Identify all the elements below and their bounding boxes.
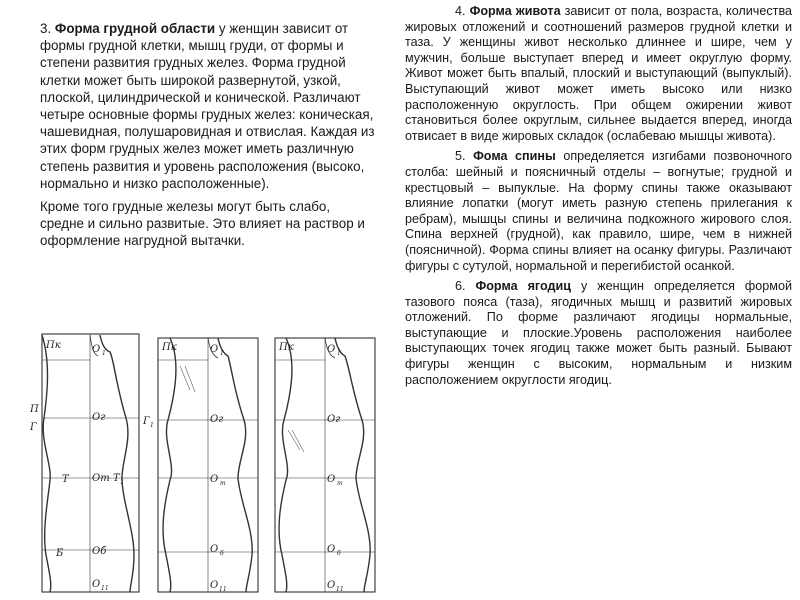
label-ot-sub-3: т	[337, 480, 343, 487]
silhouette-drawing	[30, 330, 385, 595]
paragraph-breast-shape	[40, 20, 375, 192]
label-g1-sub: 1	[150, 422, 154, 429]
p5-text: определяется изгибами позвоночного столба: шейный и поясничный отделы – вогнутые; грудной и крестцовый – выпуклые. На форму спины также оказывают влияние лопатки (могут иметь разную степень прилегания к ребрам), мышцы спины и величина подкожного жирового слоя. Спина верхней (грудной), как правило, шире, чем в нижней (поясничной). Форма спины влияет на осанку фигуры. Различают фигуры с сутулой, нормальной и перегибистой осанкой.	[405, 149, 792, 273]
paragraph-breast-development: Кроме того грудные железы могут быть слабо, средне и сильно развитые. Это влияет на раствор и оформление нагрудной вытачки.	[40, 199, 365, 249]
label-on-sub-3: 11	[336, 586, 344, 593]
p6-text: у женщин определяется формой тазового пояса (таза), ягодичных мышц и развитий жировых отложений. По форме различают ягодицы нормальные, выступающие и плоские.Уровень расположения наиболее выступающих точек ягодиц также может быть разный. Бывают фигуры женщин с высоким, нормальным и низким расположением округлости ягодиц.	[405, 279, 792, 387]
label-g: Г	[30, 422, 37, 433]
p1-heading: Форма грудной области	[54, 21, 216, 36]
figure-silhouettes	[30, 330, 385, 595]
label-o1-sub-3: 1	[337, 350, 341, 357]
label-ot-3: О	[327, 474, 336, 485]
label-on-3: О	[327, 580, 336, 591]
label-p: П	[30, 404, 39, 415]
label-b: Б	[56, 548, 64, 559]
p5-number: 5.	[455, 149, 474, 164]
label-og-2: Ог	[210, 414, 224, 425]
label-t: Т	[62, 474, 69, 485]
p1-number: 3.	[40, 21, 55, 36]
label-ob-sub-3: б	[337, 550, 341, 557]
label-o1-sub-1: 1	[102, 350, 106, 357]
p5-heading: Фома спины	[473, 149, 556, 164]
label-ot-sub-2: т	[220, 480, 226, 487]
left-column	[40, 20, 375, 256]
label-on-sub-1: 11	[101, 585, 109, 592]
p6-heading: Форма ягодиц	[475, 279, 572, 294]
label-o1-sub-2: 1	[220, 350, 224, 357]
label-on-1: О	[92, 579, 101, 590]
label-on-2: О	[210, 580, 219, 591]
silhouette-2	[158, 338, 258, 592]
label-t1-sub-1: 1	[120, 479, 124, 486]
paragraph-buttocks-shape	[405, 279, 792, 388]
label-g1: Г	[143, 416, 150, 427]
label-o1-3: О	[327, 344, 336, 355]
p4-number: 4.	[455, 4, 470, 18]
right-column	[405, 4, 792, 393]
label-pk-1: Пк	[46, 340, 61, 351]
label-og-1: Ог	[92, 412, 106, 423]
label-ob-3: О	[327, 544, 336, 555]
label-ot-1: От	[92, 473, 110, 484]
paragraph-abdomen-shape	[405, 4, 792, 144]
label-ob-1: Об	[92, 546, 107, 557]
p1-text: у женщин зависит от формы грудной клетки, мышц груди, от формы и степени развития грудных желез. Форма грудной клетки может быть широкой развернутой, узкой, плоской, цилиндрической и конической. Различают четыре основные формы грудных желез: коническая, чашевидная, полушаровидная и отвислая. Каждая из этих форм грудных желез может иметь различную степень развития и уровень расположения (высоко, нормально и низко расположенные).	[40, 21, 375, 191]
label-ot-2: О	[210, 474, 219, 485]
label-ob-sub-2: б	[220, 550, 224, 557]
label-on-sub-2: 11	[219, 586, 227, 593]
silhouette-3	[275, 338, 375, 592]
label-o1-1: О	[92, 344, 101, 355]
paragraph-back-shape	[405, 149, 792, 274]
label-o1-2: О	[210, 344, 219, 355]
label-pk-3: Пк	[279, 342, 294, 353]
p4-heading: Форма живота	[469, 4, 561, 18]
p6-number: 6.	[455, 279, 476, 294]
label-t1-1: Т	[113, 473, 120, 484]
p4-text: зависит от пола, возраста, количества жировых отложений и соотношений размеров грудной клетки и таза. У женщины живот несколько длиннее и шире, чем у мужчин, больше выступает вперед и имеет округлую форму. Живот может быть впалый, плоский и выступающий (выпуклый). Выступающий живот может иметь высоко или низко расположенную округлость. При общем ожирении живот становиться более округлым, сильнее выдается вперед, иногда отвисает в виде жировых складок (ослабеваю мышцы живота).	[405, 4, 792, 143]
label-ob-2: О	[210, 544, 219, 555]
label-pk-2: Пк	[162, 342, 177, 353]
label-og-3: Ог	[327, 414, 341, 425]
